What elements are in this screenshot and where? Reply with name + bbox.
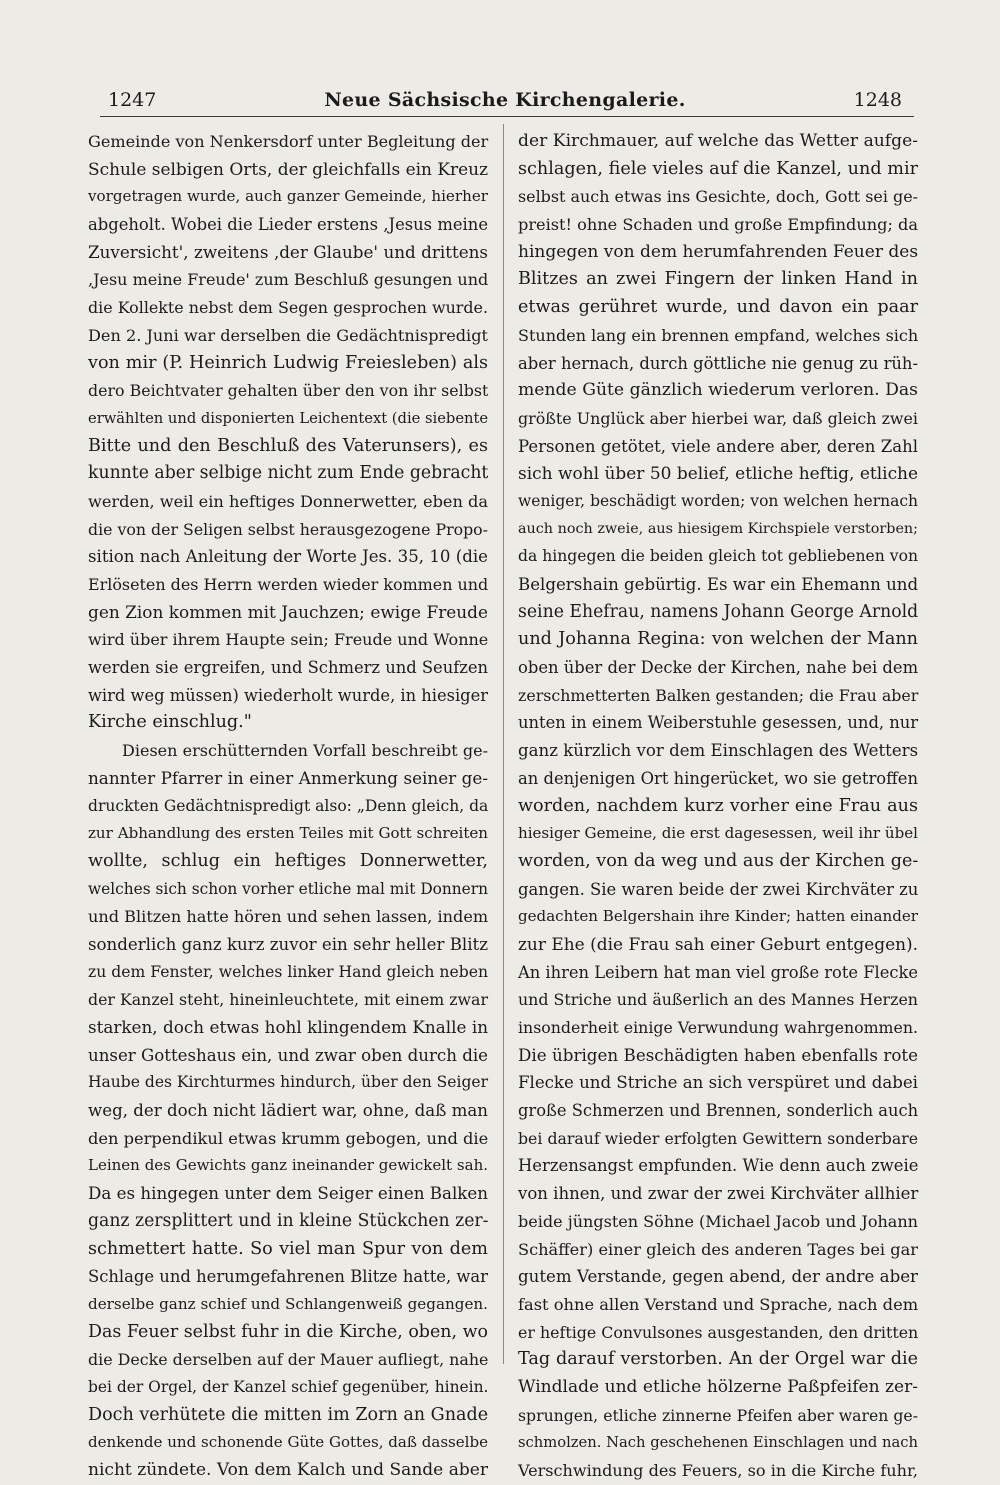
text-line: bei der Orgel, der Kanzel schief gegenüber, hinein. <box>88 1377 489 1396</box>
text-line: die Decke derselben auf der Mauer aufliegt, nahe <box>88 1350 489 1370</box>
text-line: ganz kürzlich vor dem Einschlagen des Wetters <box>518 741 919 761</box>
text-line: Kirche einschlug." <box>88 712 252 733</box>
text-line: druckten Gedächtnispredigt also: „Denn gleich, da <box>88 796 489 815</box>
text-line: nicht zündete. Von dem Kalch und Sande aber <box>88 1460 488 1480</box>
text-line: Bitte und den Beschluß des Vaterunsers), es <box>88 435 488 456</box>
text-line: welches sich schon vorher etliche mal mit Donnern <box>88 879 488 898</box>
text-line: weniger, beschädigt worden; von welchen hernach <box>518 491 918 510</box>
text-line: Blitzes an zwei Fingern der linken Hand in <box>518 269 918 290</box>
text-line: oben über der Decke der Kirchen, nahe bei dem <box>518 658 919 678</box>
text-line: an denjenigen Ort hingerücket, wo sie getroffen <box>518 768 918 788</box>
text-line: Gemeinde von Nenkersdorf unter Begleitung der <box>88 132 489 151</box>
text-line: größte Unglück aber hierbei war, daß gleich zwei <box>518 408 918 428</box>
text-line: Doch verhütete die mitten im Zorn an Gnade <box>88 1404 489 1425</box>
text-line: derselbe ganz schief und Schlangenweiß gegangen. <box>88 1294 488 1313</box>
text-line: Die übrigen Beschädigten haben ebenfalls rote <box>518 1044 918 1065</box>
text-line: sprungen, etliche zinnerne Pfeifen aber waren ge- <box>518 1405 918 1425</box>
text-line: selbst auch etwas ins Gesichte, doch, Gott sei ge- <box>518 187 918 207</box>
text-line: auch noch zweie, aus hiesigem Kirchspiele verstorben; <box>518 520 918 537</box>
text-line: etwas gerühret wurde, und davon ein paar <box>518 297 918 318</box>
text-line: Personen getötet, viele andere aber, deren Zahl <box>518 436 918 456</box>
text-line: denkende und schonende Güte Gottes, daß dasselbe <box>88 1433 488 1452</box>
text-line: gangen. Sie waren beide der zwei Kirchväter zu <box>518 879 919 899</box>
text-line: Erlöseten des Herrn werden wieder kommen und <box>88 575 489 594</box>
text-line: Herzensangst empfunden. Wie denn auch zweie <box>518 1156 919 1176</box>
text-line: der Kirchmauer, auf welche das Wetter aufge- <box>518 131 918 151</box>
text-line: sich wohl über 50 belief, etliche heftig, etliche <box>518 463 918 484</box>
text-line: gen Zion kommen mit Jauchzen; ewige Freude <box>88 601 488 622</box>
running-header <box>108 88 902 114</box>
text-line: Diesen erschütternden Vorfall beschreibt ge- <box>122 741 488 761</box>
text-line: von ihnen, und zwar der zwei Kirchväter allhier <box>518 1184 919 1204</box>
text-line: da hingegen die beiden gleich tot gebliebenen von <box>518 547 918 566</box>
text-line: zerschmetterten Balken gestanden; die Frau aber <box>518 685 919 705</box>
text-line: unser Gotteshaus ein, und zwar oben durch die <box>88 1045 488 1065</box>
column-divider <box>503 124 504 1364</box>
text-line: wird weg müssen) wiederholt wurde, in hiesiger <box>88 685 489 705</box>
text-line: weg, der doch nicht lädiert war, ohne, daß man <box>88 1101 488 1121</box>
text-line: fast ohne allen Verstand und Sprache, nach dem <box>518 1294 919 1314</box>
text-line: Tag darauf verstorben. An der Orgel war die <box>518 1349 918 1370</box>
text-line: zur Ehe (die Frau sah einer Geburt entgegen). <box>518 933 918 954</box>
text-line: zur Abhandlung des ersten Teiles mit Gott schreiten <box>88 824 488 843</box>
text-line: große Schmerzen und Brennen, sonderlich auch <box>518 1101 919 1121</box>
text-line: unten in einem Weiberstuhle gesessen, und, nur <box>518 713 919 733</box>
text-line: die Kollekte nebst dem Segen gesprochen wurde. <box>88 298 488 318</box>
text-line: Verschwindung des Feuers, so in die Kirche fuhr, <box>518 1461 918 1480</box>
text-line: und Blitzen hatte hören und sehen lassen, indem <box>88 907 489 927</box>
text-line: Stunden lang ein brennen empfand, welches sich <box>518 325 919 345</box>
text-line: Das Feuer selbst fuhr in die Kirche, oben, wo <box>88 1321 488 1342</box>
text-line: mende Güte gänzlich wiederum verloren. Das <box>518 380 918 401</box>
text-line: schmolzen. Nach geschehenen Einschlagen und nach <box>518 1434 918 1452</box>
text-line: er heftige Convulsones ausgestanden, den dritten <box>518 1322 919 1342</box>
text-line: die von der Seligen selbst herausgezogene Propo- <box>88 519 488 539</box>
text-line: hingegen von dem herumfahrenden Feuer des <box>518 241 919 262</box>
text-line: Da es hingegen unter dem Seiger einen Balken <box>88 1184 488 1204</box>
text-line: seine Ehefrau, namens Johann George Arnold <box>518 601 919 622</box>
right-column <box>518 128 918 1485</box>
header-rule <box>100 116 914 117</box>
text-line: Haube des Kirchturmes hindurch, über den Seiger <box>88 1073 488 1092</box>
text-line: bei darauf wieder erfolgten Gewittern sonderbare <box>518 1128 918 1148</box>
text-line: hiesiger Gemeine, die erst dagesessen, weil ihr übel <box>518 824 918 843</box>
text-line: beide jüngsten Söhne (Michael Jacob und Johann <box>518 1211 919 1231</box>
text-line: zu dem Fenster, welches linker Hand gleich neben <box>88 962 488 981</box>
text-line: aber hernach, durch göttliche nie genug zu rüh- <box>518 353 918 373</box>
text-line: sition nach Anleitung der Worte Jes. 35, 10 (die <box>88 547 488 567</box>
text-line: und Johanna Regina: von welchen der Mann <box>518 629 918 650</box>
text-line: ganz zersplittert und in kleine Stückchen zer- <box>88 1210 489 1231</box>
text-line: worden, von da weg und aus der Kirchen ge- <box>518 850 919 871</box>
text-line: gedachten Belgershain ihre Kinder; hatten einander <box>518 907 918 926</box>
text-line: worden, nachdem kurz vorher eine Frau aus <box>518 795 918 816</box>
text-line: Leinen des Gewichts ganz ineinander gewickelt sah. <box>88 1156 488 1175</box>
text-line: werden sie ergreifen, und Schmerz und Seufzen <box>88 658 489 678</box>
text-line: abgeholt. Wobei die Lieder erstens ‚Jesus meine <box>88 215 488 235</box>
text-line: insonderheit einige Verwundung wahrgenommen. <box>518 1018 918 1037</box>
running-title: Neue Sächsische Kirchengalerie. <box>324 89 686 111</box>
text-line: nannter Pfarrer in einer Anmerkung seiner ge- <box>88 767 488 788</box>
text-line: werden, weil ein heftiges Donnerwetter, eben da <box>88 491 489 511</box>
left-column <box>88 128 488 1485</box>
text-line: An ihren Leibern hat man viel große rote Flecke <box>518 962 918 982</box>
text-line: Den 2. Juni war derselben die Gedächtnispredigt <box>88 325 488 345</box>
text-line: Windlade und etliche hölzerne Paßpfeifen zer- <box>518 1376 918 1397</box>
text-line: Schlage und herumgefahrenen Blitze hatte, war <box>88 1267 488 1287</box>
text-line: starken, doch etwas hohl klingendem Knalle in <box>88 1017 488 1037</box>
text-line: wird über ihrem Haupte sein; Freude und Wonne <box>88 630 489 650</box>
text-line: ‚Jesu meine Freude' zum Beschluß gesungen und <box>88 270 489 290</box>
text-line: dero Beichtvater gehalten über den von ihr selbst <box>88 381 489 401</box>
text-line: schlagen, fiele vieles auf die Kanzel, und mir <box>518 158 918 179</box>
text-line: vorgetragen wurde, auch ganzer Gemeinde, hierher <box>88 187 488 206</box>
text-line: schmettert hatte. So viel man Spur von dem <box>88 1238 488 1259</box>
text-line: Flecke und Striche an sich verspüret und dabei <box>518 1073 918 1093</box>
text-line: Schule selbigen Orts, der gleichfalls ein Kreuz <box>88 158 488 179</box>
text-line: sonderlich ganz kurz zuvor ein sehr heller Blitz <box>88 934 488 954</box>
text-line: wollte, schlug ein heftiges Donnerwetter, <box>88 850 488 871</box>
text-line: kunnte aber selbige nicht zum Ende gebracht <box>88 463 489 484</box>
text-line: von mir (P. Heinrich Ludwig Freiesleben) als <box>88 352 488 373</box>
text-line: erwählten und disponierten Leichentext (die siebente <box>88 409 489 427</box>
text-line: der Kanzel steht, hineinleuchtete, mit einem zwar <box>88 990 488 1010</box>
page-number-left: 1247 <box>108 89 157 111</box>
text-line: den perpendikul etwas krumm gebogen, und die <box>88 1128 489 1148</box>
text-line: Zuversicht', zweitens ‚der Glaube' und drittens <box>88 241 488 262</box>
text-line: preist! ohne Schaden und große Empfindung; da <box>518 215 918 235</box>
text-line: gutem Verstande, gegen abend, der andre aber <box>518 1267 918 1287</box>
text-line: Belgershain gebürtig. Es war ein Ehemann und <box>518 575 919 594</box>
text-line: und Striche und äußerlich an des Mannes Herzen <box>518 990 918 1010</box>
page-number-right: 1248 <box>853 89 902 111</box>
text-line: Schäffer) einer gleich des anderen Tages bei gar <box>518 1239 918 1259</box>
